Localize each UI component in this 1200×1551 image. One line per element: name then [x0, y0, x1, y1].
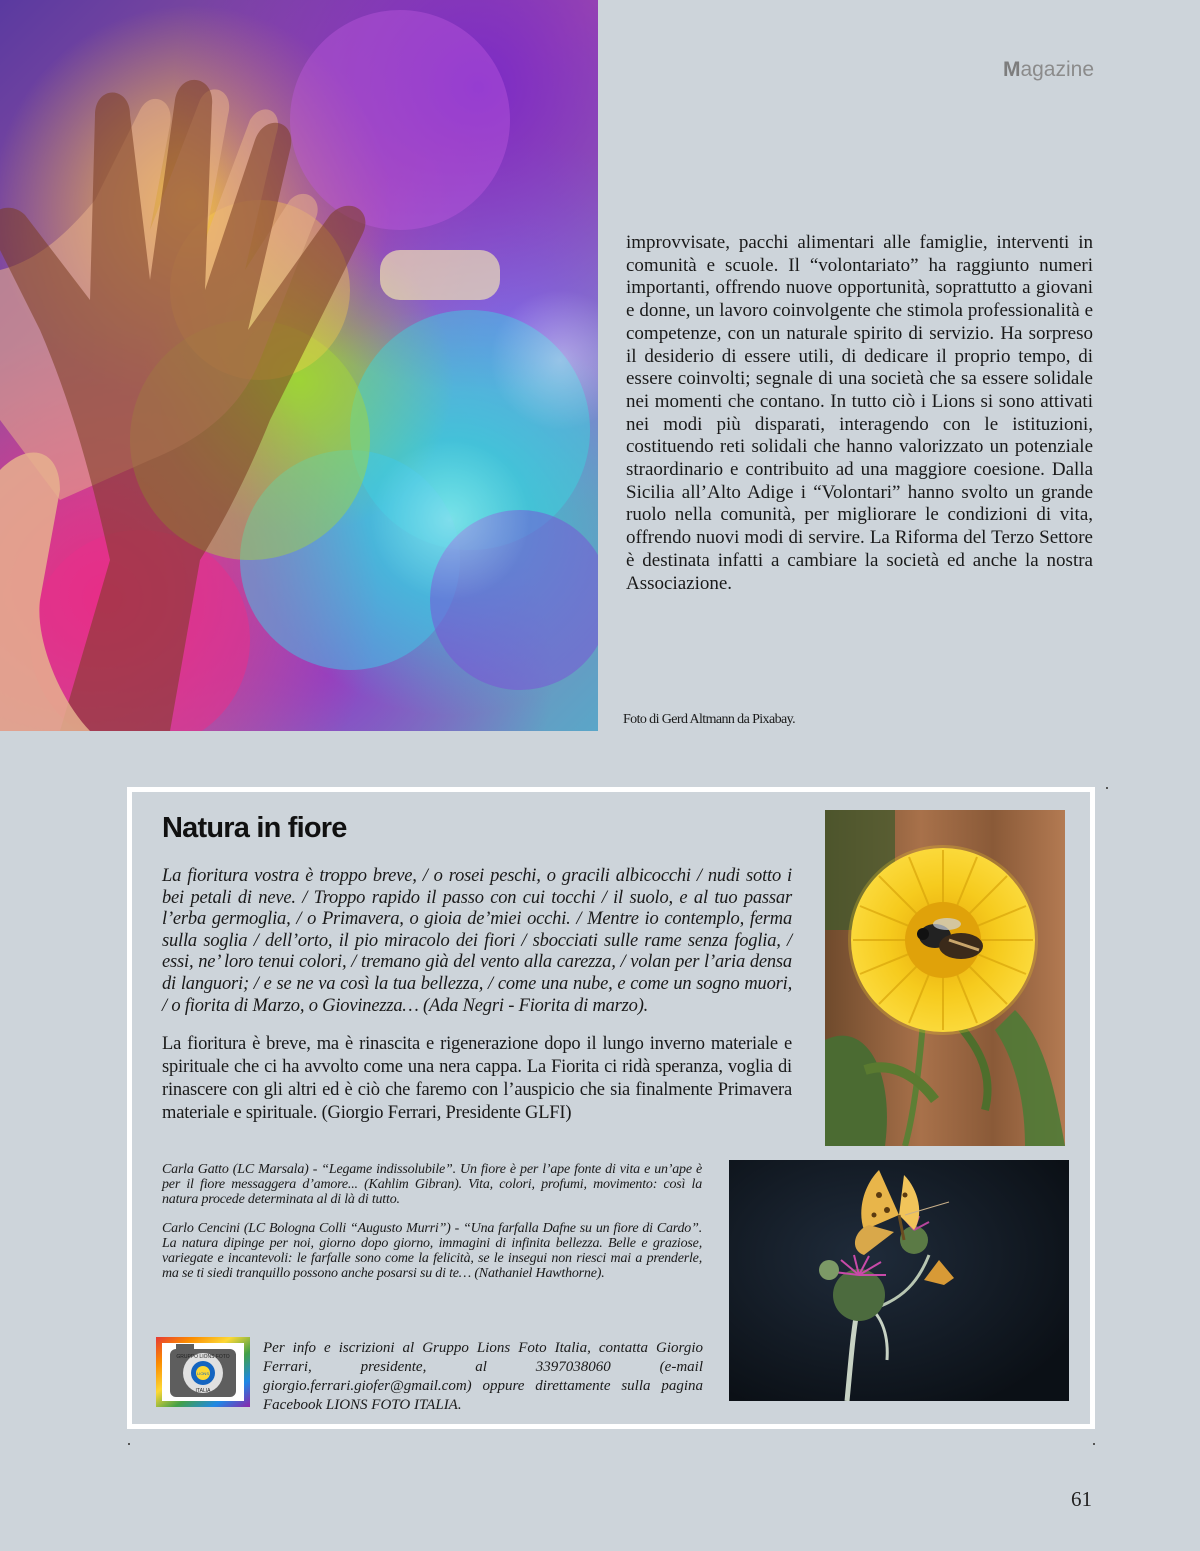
poem-text: La fioritura vostra è troppo breve, / o rosei peschi, o gracili albicocchi / nudi sotto i bei petali di neve. / Troppo rapido il passo con cui tocchi / il suolo, e al tuo passar l’erba germoglia, / o Primavera, o gioia de’miei occhi. / Mentre io contemplo, ferma sulla soglia / dell’orto, il pio miracolo dei fiori / sbocciati sulle rame senza foglia, / essi, ne’ loro tenui colori, / tremano già del vento alla carezza, / volan per l’aria densa di languori; / e se ne va così la tua bellezza, / come una nube, e come un sogno muori, / o fiorita di Marzo, o Giovinezza… (Ada Negri - Fiorita di marzo).: [162, 866, 792, 1016]
section-label-initial: M: [1002, 58, 1021, 81]
logo-top-text: GRUPPO LIONS FOTO: [176, 1354, 230, 1360]
photo-caption: Foto di Gerd Altmann da Pixabay.: [623, 712, 795, 727]
crop-mark: [128, 1443, 130, 1445]
lions-foto-italia-logo: [156, 1337, 250, 1407]
section-label: [1003, 58, 1094, 82]
section-label-rest: agazine: [1020, 58, 1094, 81]
box-title: Natura in fiore: [162, 812, 347, 844]
crop-mark: [1106, 787, 1108, 789]
hero-photo-hands: [0, 0, 598, 731]
article-body: improvvisate, pacchi alimentari alle famiglie, interventi in comunità e scuole. Il “volontariato” ha raggiunto numeri importanti, offrendo nuove opportunità, soprattutto a giovani e donne, un lavoro coinvolgente che stimola professionalità e competenze, con un naturale spirito di servizio. Ha sorpreso il desiderio di essere utili, di dedicare il proprio tempo, di essere coinvolti; segnale di una società che sa essere solidale nei momenti che contano. In tutto ciò i Lions si sono attivati nei modi più disparati, interagendo con le istituzioni, costituendo reti solidali che hanno valorizzato un potenziale straordinario e contribuito ad una maggiore coesione. Dalla Sicilia all’Alto Adige i “Volontari” hanno svolto un grande ruolo nella comunità, per migliorare le condizioni di vita, offrendo nuovi modi di servire. La Riforma del Terzo Settore è destinata infatti a cambiare la società ed anche la nostra Associazione.: [626, 232, 1093, 594]
photo-credits: [162, 1162, 702, 1294]
lead-text: La fioritura è breve, ma è rinascita e rigenerazione dopo il lungo inverno materiale e spirituale che ci ha avvolto come una nera cappa. La Fiorita ci ridà speranza, voglia di rinascere con gli altri ed è ciò che faremo con l’auspicio che sia finalmente Primavera materiale e spirituale. (Giorgio Ferrari, Presidente GLFI): [162, 1034, 792, 1123]
crop-mark: [1093, 1443, 1095, 1445]
page-number: 61: [1071, 1487, 1092, 1511]
photo-bee-on-flower: [825, 810, 1065, 1146]
hands-illustration: [0, 0, 598, 731]
natura-in-fiore-box: [127, 787, 1095, 1429]
credit-carlo-cencini: Carlo Cencini (LC Bologna Colli “Augusto Murri”) - “Una farfalla Dafne su un fiore di Cardo”. La natura dipinge per noi, giorno dopo giorno, immagini di infinita bellezza. Belle e graziose, variegate e incantevoli: le farfalle sono come la felicità, se le insegui non riesci mai a prenderle, ma se ti siedi tranquillo possono anche posarsi su di te… (Nathaniel Hawthorne).: [162, 1220, 702, 1282]
photo-butterfly-on-thistle: [729, 1160, 1069, 1401]
logo-badge-text: LIONS: [196, 1371, 210, 1376]
credit-carla-gatto: Carla Gatto (LC Marsala) - “Legame indissolubile”. Un fiore è per l’ape fonte di vita e un’ape è per il fiore messaggera d’amore... (Kahlim Gibran). Vita, colori, profumi, movimento: così la natura procede determinata al di là di tutto.: [162, 1162, 702, 1208]
info-text: Per info e iscrizioni al Gruppo Lions Foto Italia, contatta Giorgio Ferrari, presidente, al 3397038060 (e-mail giorgio.ferrari.giofer@gmail.com) oppure direttamente sulla pagina Facebook LIONS FOTO ITALIA.: [263, 1340, 703, 1413]
logo-bottom-text: ITALIA: [195, 1388, 211, 1394]
